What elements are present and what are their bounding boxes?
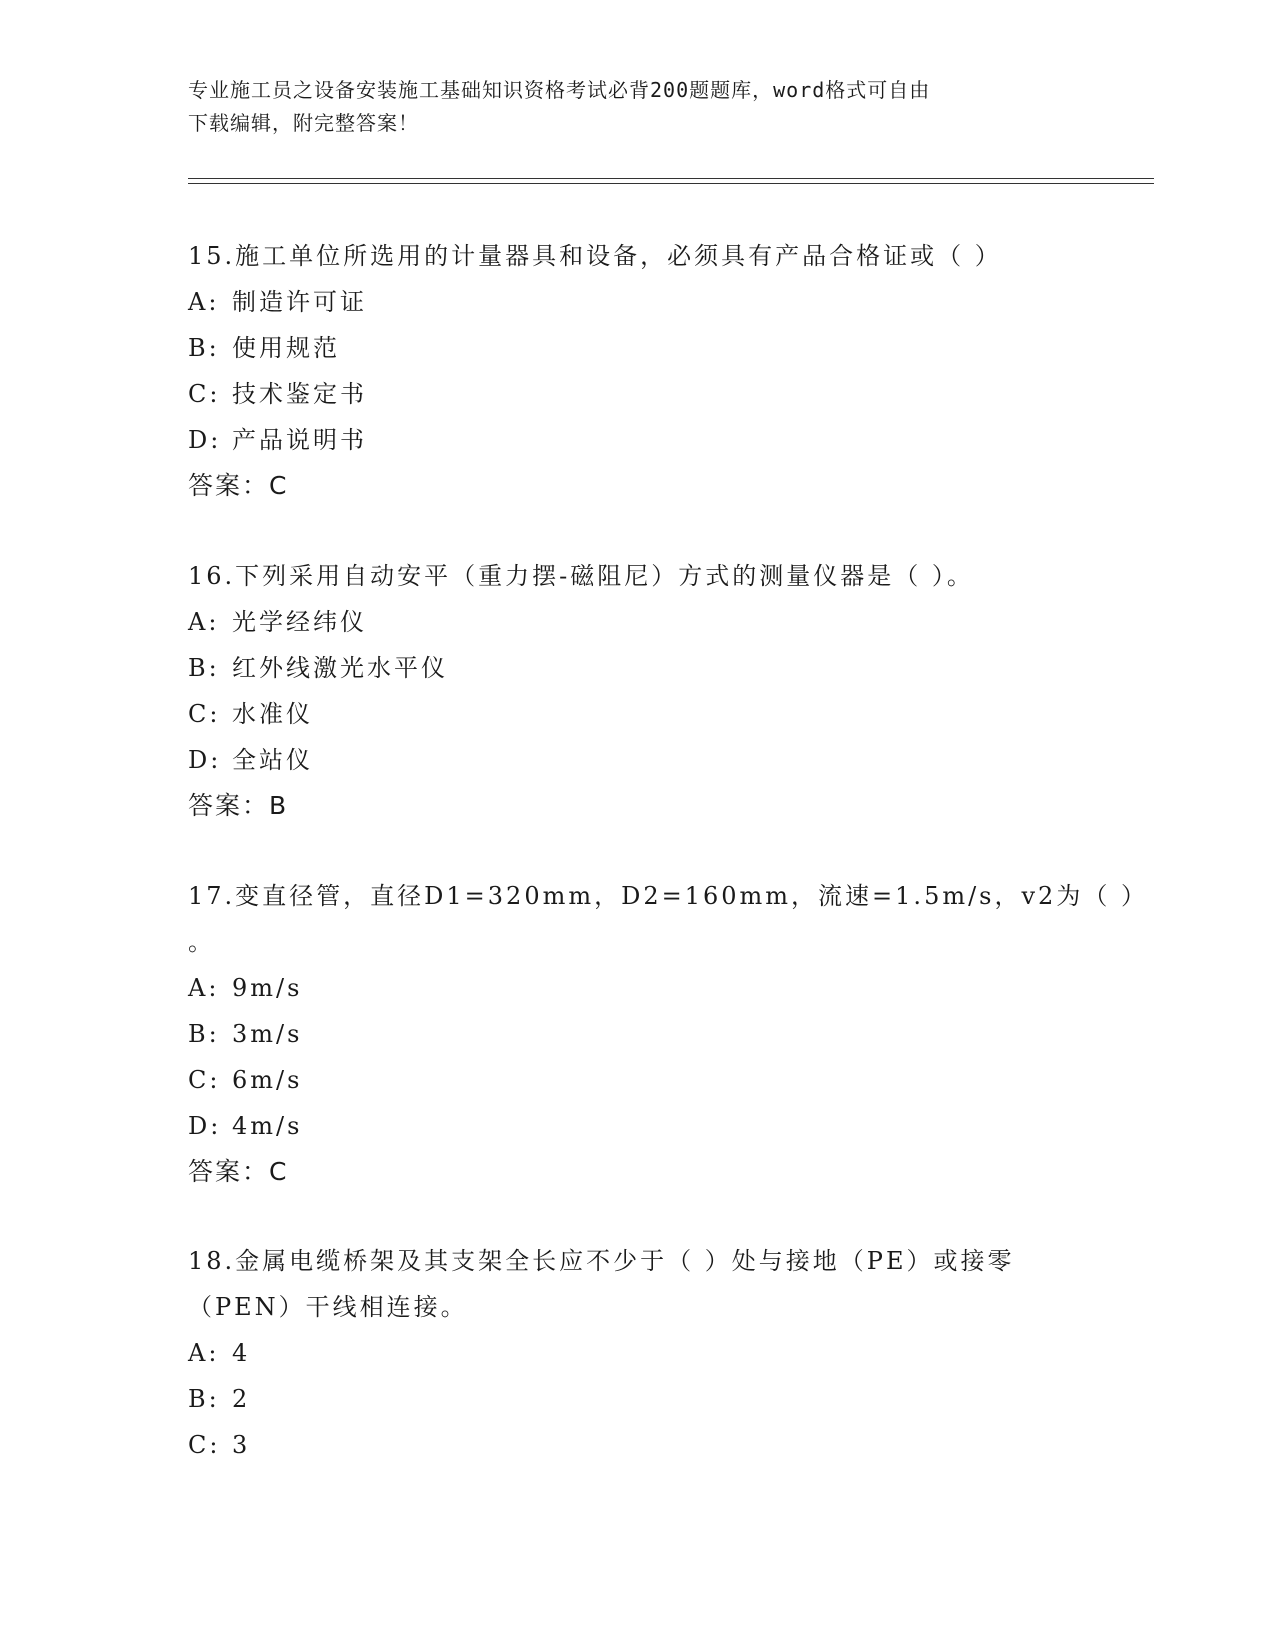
option-key: B: — [188, 1020, 220, 1048]
header-divider-bottom — [188, 183, 1154, 184]
option-a — [188, 1330, 1088, 1376]
option-b — [188, 1376, 1088, 1422]
option-a — [188, 279, 1088, 325]
option-text: 红外线激光水平仪 — [232, 654, 448, 682]
question-17 — [188, 873, 1148, 1195]
option-key: D: — [188, 746, 222, 774]
question-16 — [188, 553, 1088, 829]
option-key: A: — [188, 608, 220, 636]
answer-line: 答案：C — [188, 471, 289, 500]
header-line-1: 专业施工员之设备安装施工基础知识资格考试必背200题题库，word格式可自由 — [188, 78, 931, 102]
option-b — [188, 645, 1088, 691]
document-header — [188, 74, 1088, 140]
question-stem-continuation: 。 — [188, 928, 215, 956]
option-a — [188, 599, 1088, 645]
option-text: 4m/s — [232, 1112, 303, 1140]
option-d — [188, 737, 1088, 783]
option-text: 9m/s — [232, 974, 303, 1002]
option-text: 技术鉴定书 — [232, 380, 367, 408]
option-text: 2 — [232, 1385, 251, 1413]
option-text: 产品说明书 — [232, 426, 367, 454]
header-divider-top — [188, 178, 1154, 179]
option-d — [188, 1103, 1088, 1149]
option-a — [188, 965, 1088, 1011]
question-stem: 15.施工单位所选用的计量器具和设备，必须具有产品合格证或（ ） — [188, 242, 1002, 270]
option-text: 全站仪 — [232, 746, 313, 774]
answer-line: 答案：C — [188, 1157, 289, 1186]
option-text: 光学经纬仪 — [232, 608, 367, 636]
option-key: C: — [188, 1066, 221, 1094]
option-c — [188, 1057, 1088, 1103]
option-key: C: — [188, 1431, 221, 1459]
option-text: 3 — [232, 1431, 251, 1459]
option-key: A: — [188, 974, 220, 1002]
option-b — [188, 1011, 1088, 1057]
question-15 — [188, 233, 1088, 509]
option-text: 4 — [232, 1339, 251, 1367]
option-key: D: — [188, 1112, 222, 1140]
question-stem: 17.变直径管，直径D1=320mm，D2=160mm，流速=1.5m/s，v2为（ ） — [188, 882, 1148, 910]
option-key: B: — [188, 334, 220, 362]
option-c — [188, 371, 1088, 417]
option-text: 水准仪 — [232, 700, 313, 728]
question-stem: 16.下列采用自动安平（重力摆-磁阻尼）方式的测量仪器是（ ）。 — [188, 562, 974, 590]
option-text: 3m/s — [232, 1020, 303, 1048]
option-key: C: — [188, 700, 221, 728]
question-18 — [188, 1238, 1088, 1468]
option-key: A: — [188, 288, 220, 316]
option-text: 使用规范 — [232, 334, 340, 362]
option-text: 制造许可证 — [232, 288, 367, 316]
question-stem: 18.金属电缆桥架及其支架全长应不少于（ ）处与接地（PE）或接零 — [188, 1247, 1015, 1275]
answer-line: 答案：B — [188, 791, 289, 820]
option-text: 6m/s — [232, 1066, 303, 1094]
question-stem-continuation: （PEN）干线相连接。 — [188, 1293, 468, 1321]
option-c — [188, 1422, 1088, 1468]
option-key: B: — [188, 1385, 220, 1413]
option-c — [188, 691, 1088, 737]
option-key: B: — [188, 654, 220, 682]
option-key: D: — [188, 426, 222, 454]
header-line-2: 下载编辑，附完整答案！ — [188, 111, 419, 135]
option-b — [188, 325, 1088, 371]
option-key: C: — [188, 380, 221, 408]
option-key: A: — [188, 1339, 220, 1367]
option-d — [188, 417, 1088, 463]
